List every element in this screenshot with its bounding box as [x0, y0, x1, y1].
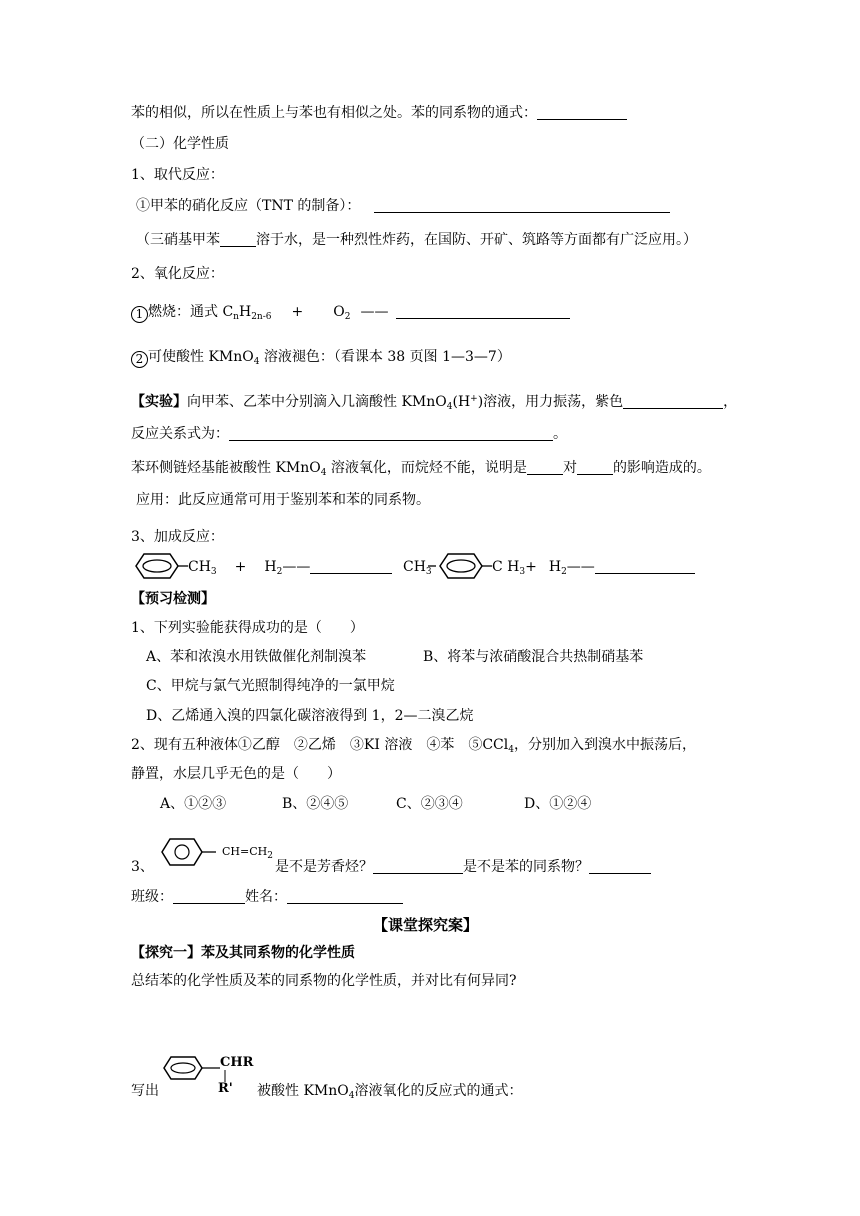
q1-option-b: B、将苯与浓硝酸混合共热制硝基苯: [423, 649, 644, 665]
class-field[interactable]: [173, 889, 245, 904]
arrow-dash: ——: [282, 559, 311, 575]
intro-text: 苯的相似，所以在性质上与苯也有相似之处。苯的同系物的通式：: [131, 105, 537, 121]
oxidation-text-b: 溶液氧化的反应式的通式：: [354, 1083, 523, 1099]
student-info: [131, 888, 403, 906]
sub-3: 3: [519, 567, 526, 577]
question-3: [275, 858, 651, 876]
h-letter: H: [548, 559, 562, 575]
benzene-ring-icon: [128, 553, 188, 579]
addition-eq-2-right: [492, 558, 695, 581]
addition-blank-2[interactable]: [595, 559, 695, 574]
formula-blank[interactable]: [537, 105, 627, 120]
sub-3: 3: [210, 567, 217, 577]
intro-line: [131, 104, 627, 122]
relation-line: [131, 425, 567, 443]
plus-sign: +: [291, 304, 304, 320]
ch3-right-text: C H: [492, 559, 520, 575]
plus-sign: +: [234, 559, 247, 575]
sub-2: 2: [276, 567, 283, 577]
kmno4-text-b: 溶液褪色：（看课本 38 页图 1—3—7）: [259, 349, 511, 365]
q2-option-b: B、②④⑤: [282, 796, 349, 812]
q3-number: 3、: [131, 859, 154, 875]
styrene-ring-icon: [160, 838, 216, 866]
sub-2: 2: [267, 851, 273, 861]
aromatic-blank[interactable]: [373, 859, 463, 874]
tnt-note-a: （三硝基甲苯: [136, 232, 220, 248]
name-label: 姓名：: [245, 889, 287, 905]
oxidation-general-line: [257, 1082, 522, 1105]
nitration-line: [136, 197, 670, 215]
o-letter: O: [333, 304, 345, 320]
h-letter: H: [238, 304, 252, 320]
sub-4: 4: [446, 402, 453, 412]
q3-text-b: 是不是苯的同系物？: [463, 859, 589, 875]
arrow-dash: ——: [360, 304, 389, 320]
sidechain-blank-1[interactable]: [527, 460, 563, 475]
sidechain-text-b: 溶液氧化，而烷烃不能，说明是: [326, 460, 527, 476]
vinyl-text: CH=CH: [222, 845, 268, 858]
sub-n: n: [233, 312, 239, 322]
sub-2: 2: [344, 312, 351, 322]
sub-4: 4: [508, 745, 514, 755]
q2-text: 2、现有五种液体①乙醇 ②乙烯 ③KI 溶液 ④苯 ⑤CCl: [131, 737, 509, 753]
q2-option-a: A、①②③: [160, 796, 227, 812]
sub-4: 4: [348, 1091, 355, 1101]
q2-option-d: D、①②④: [524, 796, 592, 812]
h-letter: H: [264, 559, 277, 575]
kmno4-text: 可使酸性 KMnO: [148, 349, 254, 365]
sub-2n-6: 2n-6: [251, 312, 272, 322]
homolog-blank[interactable]: [589, 859, 651, 874]
oxidation-title: 2、氧化反应：: [131, 266, 224, 282]
experiment-text-b: )溶液，用力振荡，紫色: [477, 394, 624, 410]
comma: ，: [723, 394, 738, 410]
plus-sign: +: [525, 559, 537, 575]
question-2: [131, 736, 696, 759]
sub-2: 2: [561, 567, 567, 577]
sidechain-text-c: 对: [562, 460, 577, 476]
chr-label: CHR: [220, 1055, 254, 1070]
addition-blank-1[interactable]: [310, 559, 392, 574]
q3-text-a: 是不是芳香烃？: [275, 859, 373, 875]
write-label: 写出: [131, 1083, 159, 1099]
color-change-blank[interactable]: [623, 394, 723, 409]
period: 。: [553, 426, 567, 442]
question-2-line2: 静置，水层几乎无色的是（ ）: [131, 766, 341, 782]
circle-two-icon: 2: [131, 351, 148, 368]
inquiry-title: [131, 944, 355, 962]
experiment-label: 【实验】: [131, 394, 187, 410]
class-label: 班级：: [131, 889, 173, 905]
nitration-blank[interactable]: [374, 198, 670, 213]
r-prime-label: R': [218, 1081, 233, 1096]
application-note: 应用：此反应通常可用于鉴别苯和苯的同系物。: [136, 492, 430, 508]
addition-title: 3、加成反应：: [131, 529, 224, 545]
sub-4: 4: [320, 468, 327, 478]
sidechain-line: [131, 459, 711, 482]
sup-plus: +: [470, 394, 478, 404]
nitration-text: ①甲苯的硝化反应（TNT 的制备）：: [136, 198, 361, 214]
substitution-title: 1、取代反应：: [131, 167, 224, 183]
q1-option-d: D、乙烯通入溴的四氯化碳溶液得到 1，2—二溴乙烷: [146, 708, 474, 724]
sidechain-blank-2[interactable]: [577, 460, 613, 475]
ch3-text: CH: [188, 559, 211, 575]
addition-eq-1: [188, 558, 392, 581]
circle-one-icon: 1: [131, 306, 148, 323]
sidechain-text: 苯环侧链烃基能被酸性 KMnO: [131, 460, 321, 476]
arrow-dash: ——: [566, 559, 595, 575]
question-1: 1、下列实验能获得成功的是（ ）: [131, 620, 364, 636]
inquiry-heading: 【课堂探究案】: [373, 916, 479, 934]
sub-4: 4: [253, 357, 260, 367]
solubility-blank[interactable]: [220, 232, 256, 247]
preview-title: 【预习检测】: [131, 591, 215, 607]
q2-option-c: C、②③④: [396, 796, 463, 812]
sidechain-text-d: 的影响造成的。: [612, 460, 711, 476]
combustion-text: 燃烧：通式 C: [148, 304, 234, 320]
tnt-note: [136, 231, 697, 249]
tnt-note-b: 溶于水，是一种烈性炸药，在国防、开矿、筑路等方面都有广泛应用。）: [256, 232, 697, 248]
xylene-ring-icon: [425, 553, 496, 579]
inquiry-question: 总结苯的化学性质及苯的同系物的化学性质，并对比有何异同?: [131, 973, 517, 989]
q2-text-b: ，分别加入到溴水中振荡后，: [513, 737, 696, 753]
section-chemical-properties: （二）化学性质: [131, 136, 229, 152]
experiment-text: 向甲苯、乙苯中分别滴入几滴酸性 KMnO: [187, 394, 447, 410]
oxidation-text-a: 被酸性 KMnO: [257, 1083, 349, 1099]
q1-option-c: C、甲烷与氯气光照制得纯净的一氯甲烷: [146, 678, 395, 694]
experiment-line: [131, 390, 737, 416]
ch3-left-text: CH: [403, 559, 426, 575]
inquiry-title-text: 【探究一】苯及其同系物的化学性质: [131, 945, 355, 961]
name-field[interactable]: [287, 889, 403, 904]
sub-3: 3: [425, 567, 432, 577]
relation-blank[interactable]: [229, 426, 553, 441]
relation-text: 反应关系式为：: [131, 426, 229, 442]
combustion-blank[interactable]: [396, 304, 570, 319]
combustion-line: [131, 303, 570, 326]
styrene-label: [222, 843, 273, 865]
alkylbenzene-ring-icon: [162, 1056, 222, 1080]
kmno4-line: [131, 348, 511, 371]
q1-option-a: A、苯和浓溴水用铁做催化剂制溴苯: [146, 649, 367, 665]
h-paren: (H: [452, 394, 471, 410]
